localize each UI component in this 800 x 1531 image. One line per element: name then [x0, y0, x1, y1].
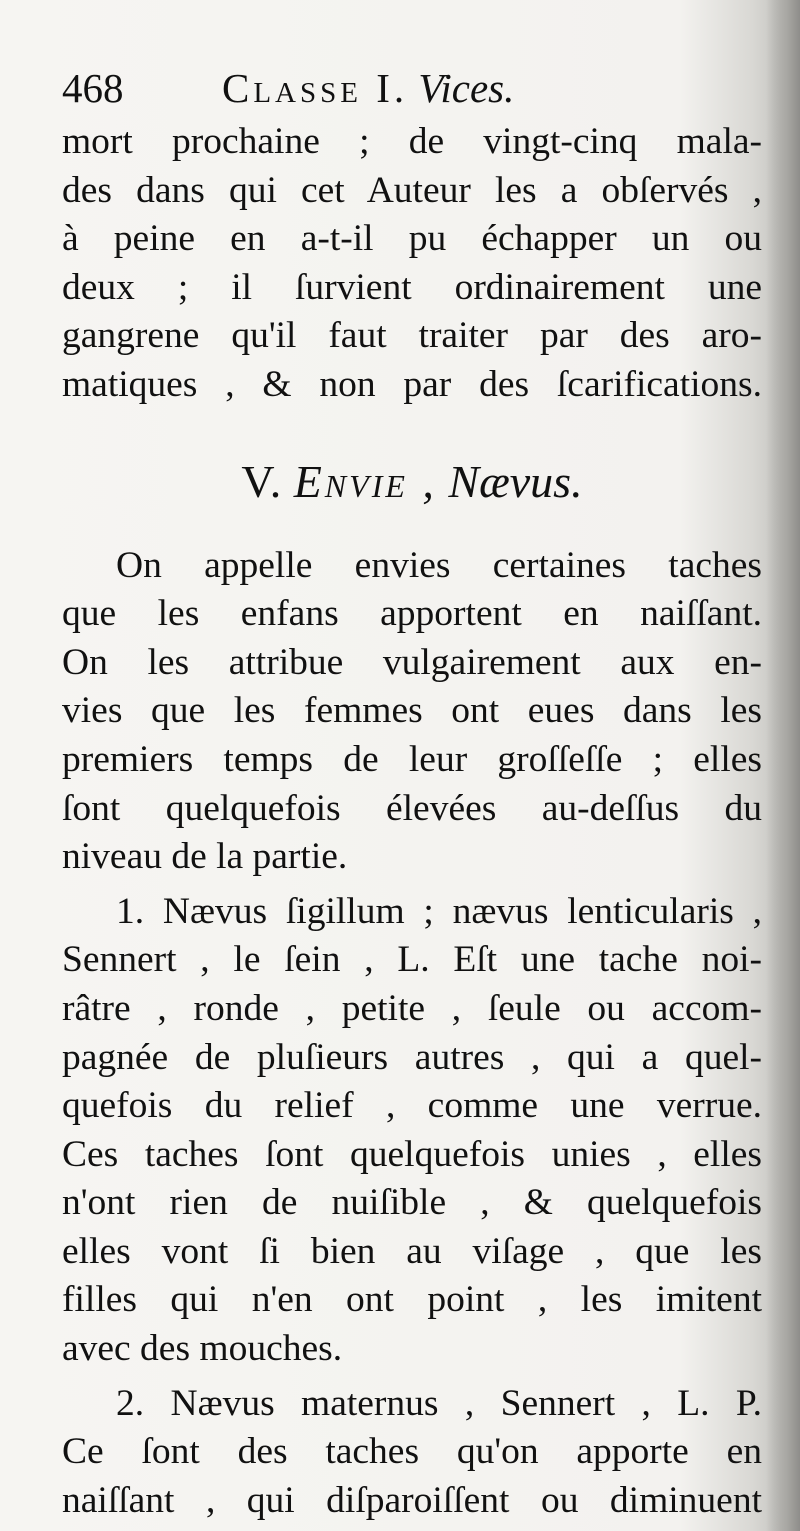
text-line: râtre , ronde , petite , ſeule ou accom-	[62, 987, 762, 1029]
section-number: V.	[241, 455, 283, 507]
text-line: n'ont rien de nuiſible , & quelquefois	[62, 1182, 762, 1224]
text-line: Ces taches ſont quelquefois unies , elles	[62, 1133, 762, 1175]
page-gutter-shadow	[766, 0, 800, 1531]
text-line: matiques , & non par des ſcarifications.	[62, 363, 762, 405]
text-line: à peine en a-t-il pu échapper un ou	[62, 218, 762, 260]
page-text	[62, 62, 762, 1525]
section-title: Envie ,	[293, 455, 437, 507]
text-line: premiers temps de leur groſſeſſe ; elles	[62, 738, 762, 780]
text-line: On appelle envies certaines taches	[116, 544, 762, 586]
header-section: Vices.	[418, 65, 515, 111]
text-line: vies que les femmes ont eues dans les	[62, 690, 762, 732]
text-line: On les attribue vulgairement aux en-	[62, 641, 762, 683]
header-class-label: Classe I.	[222, 65, 409, 111]
text-line: mort prochaine ; de vingt-cinq mala-	[62, 121, 762, 162]
paragraph-2	[62, 542, 762, 882]
page-number: 468	[62, 65, 124, 111]
text-line: Ce ſont des taches qu'on apporte en	[62, 1431, 762, 1473]
text-line: elles vont ſi bien au viſage , que les	[62, 1230, 762, 1272]
section-latin-title: Nævus.	[448, 455, 583, 507]
text-line: ſont quelquefois élevées au-deſſus du	[62, 787, 762, 829]
paragraph-3	[62, 888, 762, 1374]
text-line: deux ; il ſurvient ordinairement une	[62, 266, 762, 308]
text-line: niveau de la partie.	[62, 836, 348, 878]
text-line: 1. Nævus ſigillum ; nævus lenticularis ,	[116, 890, 762, 932]
text-line: pagnée de pluſieurs autres , qui a quel-	[62, 1036, 762, 1078]
text-line: des dans qui cet Auteur les a obſervés ,	[62, 169, 762, 211]
text-line: filles qui n'en ont point , les imitent	[62, 1279, 762, 1321]
text-line: naiſſant , qui diſparoiſſent ou diminuent	[62, 1479, 762, 1521]
text-line: Sennert , le ſein , L. Eſt une tache noi-	[62, 939, 762, 981]
section-heading	[62, 452, 762, 512]
text-line: 2. Nævus maternus , Sennert , L. P.	[116, 1382, 762, 1424]
paragraph-4	[62, 1380, 762, 1526]
text-line: que les enfans apportent en naiſſant.	[62, 593, 762, 635]
paragraph-1	[62, 118, 762, 410]
running-header	[62, 62, 762, 118]
text-line: quefois du relief , comme une verrue.	[62, 1085, 762, 1127]
text-line: gangrene qu'il faut traiter par des aro-	[62, 315, 762, 357]
text-line: avec des mouches.	[62, 1328, 343, 1370]
